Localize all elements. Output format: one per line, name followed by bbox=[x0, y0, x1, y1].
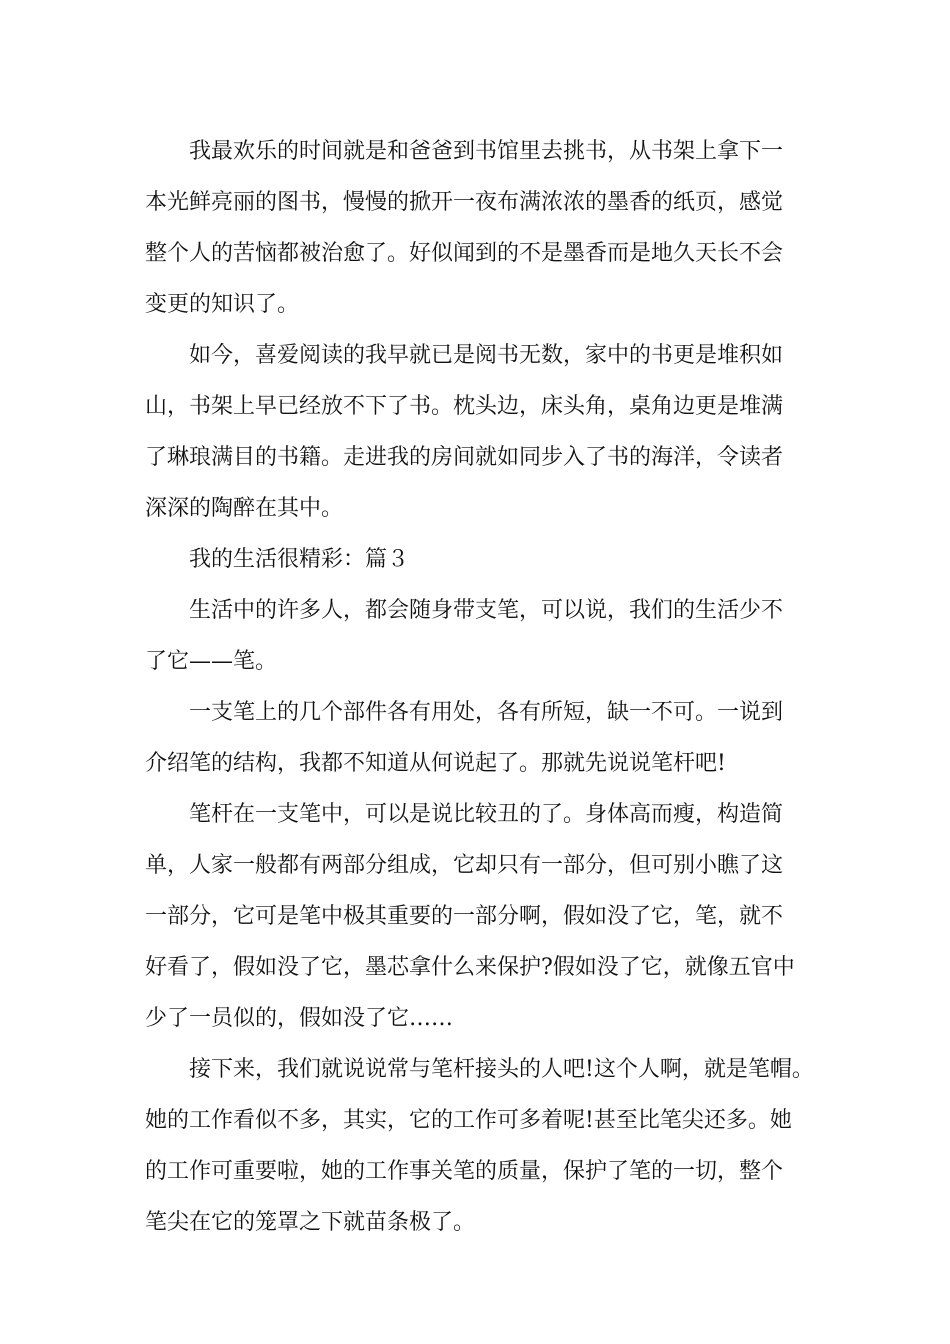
paragraph-line: 深深的陶醉在其中。 bbox=[145, 496, 344, 521]
paragraph-line: 单，人家一般都有两部分组成，它却只有一部分，但可别小瞧了这 bbox=[145, 853, 784, 878]
paragraph-line: 我最欢乐的时间就是和爸爸到书馆里去挑书，从书架上拿下一 bbox=[189, 139, 784, 164]
paragraph-line: 整个人的苦恼都被治愈了。好似闻到的不是墨香而是地久天长不会 bbox=[145, 241, 784, 266]
paragraph-line: 山，书架上早已经放不下了书。枕头边，床头角，桌角边更是堆满 bbox=[145, 394, 784, 419]
paragraph-line: 好看了，假如没了它，墨芯拿什么来保护?假如没了它，就像五官中 bbox=[145, 955, 795, 980]
paragraph bbox=[145, 687, 825, 789]
paragraph bbox=[145, 585, 825, 687]
paragraph bbox=[145, 534, 825, 585]
paragraph-line: 笔尖在它的笼罩之下就苗条极了。 bbox=[145, 1210, 476, 1235]
paragraph-line: 变更的知识了。 bbox=[145, 292, 300, 317]
paragraph-line: 介绍笔的结构，我都不知道从何说起了。那就先说说笔杆吧! bbox=[145, 751, 726, 776]
paragraph-line: 一部分，它可是笔中极其重要的一部分啊，假如没了它，笔，就不 bbox=[145, 904, 784, 929]
paragraph-line: 我的生活很精彩：篇３ bbox=[189, 547, 410, 572]
document-body bbox=[145, 126, 825, 1248]
paragraph-line: 了琳琅满目的书籍。走进我的房间就如同步入了书的海洋，令读者 bbox=[145, 445, 784, 470]
paragraph-line: 本光鲜亮丽的图书，慢慢的掀开一夜布满浓浓的墨香的纸页，感觉 bbox=[145, 190, 784, 215]
paragraph-line: 少了一员似的，假如没了它…… bbox=[145, 1006, 454, 1031]
paragraph-line: 她的工作看似不多，其实，它的工作可多着呢!甚至比笔尖还多。她 bbox=[145, 1108, 792, 1133]
paragraph-line: 的工作可重要啦，她的工作事关笔的质量，保护了笔的一切，整个 bbox=[145, 1159, 784, 1184]
paragraph bbox=[145, 126, 825, 330]
paragraph-line: 了它——笔。 bbox=[145, 649, 278, 674]
paragraph-line: 笔杆在一支笔中，可以是说比较丑的了。身体高而瘦，构造简 bbox=[189, 802, 784, 827]
paragraph-line: 接下来，我们就说说常与笔杆接头的人吧!这个人啊，就是笔帽。 bbox=[189, 1057, 814, 1082]
paragraph-line: 如今，喜爱阅读的我早就已是阅书无数，家中的书更是堆积如 bbox=[189, 343, 784, 368]
paragraph-line: 生活中的许多人，都会随身带支笔，可以说，我们的生活少不 bbox=[189, 598, 784, 623]
paragraph bbox=[145, 789, 825, 1044]
paragraph bbox=[145, 1044, 825, 1248]
paragraph bbox=[145, 330, 825, 534]
paragraph-line: 一支笔上的几个部件各有用处，各有所短，缺一不可。一说到 bbox=[189, 700, 784, 725]
